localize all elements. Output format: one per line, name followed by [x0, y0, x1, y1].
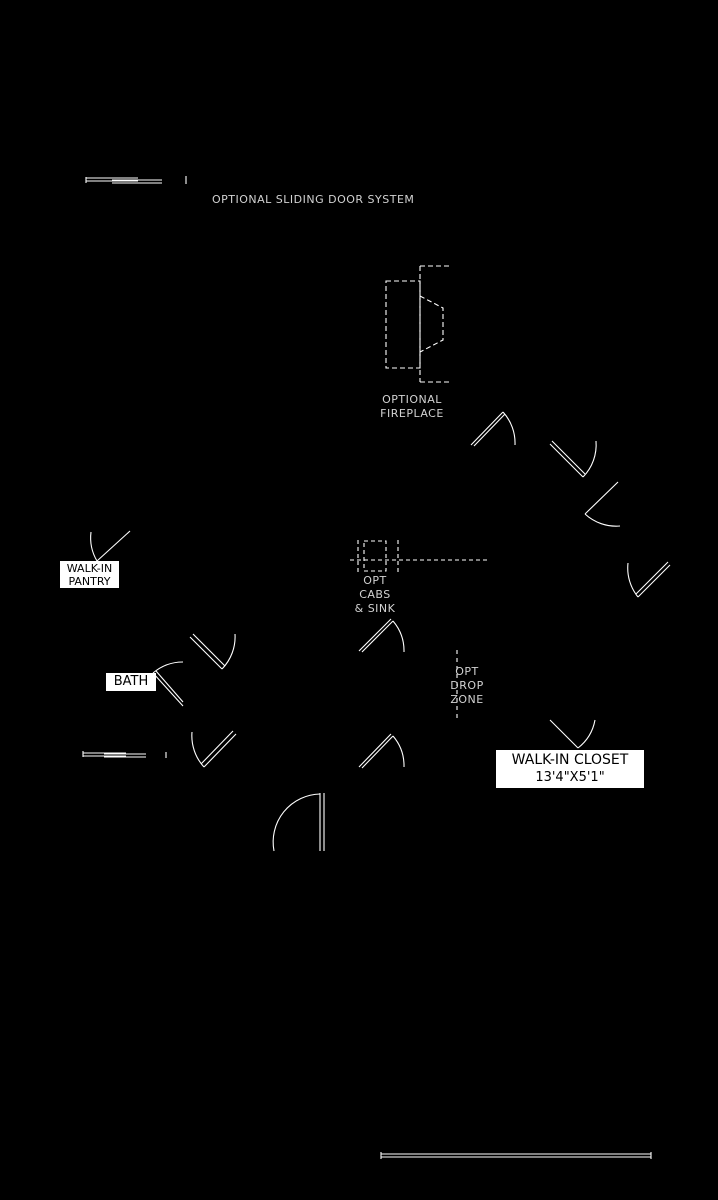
cabs-sink-label: [345, 574, 405, 616]
fireplace-label: [372, 393, 452, 421]
sink-symbol: [350, 540, 490, 572]
drop-zone-label-line2: DROP: [450, 679, 484, 692]
door-swing-bath-upper: [190, 634, 235, 669]
cabs-sink-label-line2: CABS: [359, 588, 391, 601]
drop-zone-label: [437, 665, 497, 707]
door-swing-fireplace-right: [471, 412, 515, 446]
drop-zone-label-line3: ZONE: [450, 693, 484, 706]
drop-zone-label-line1: OPT: [455, 665, 479, 678]
door-swing-cabs: [359, 619, 404, 652]
fireplace-label-line1: OPTIONAL: [382, 393, 442, 406]
cabs-sink-label-line1: OPT: [363, 574, 387, 587]
door-swing-right-1: [550, 441, 596, 477]
sliding-door-label: OPTIONAL SLIDING DOOR SYSTEM: [212, 193, 415, 206]
walk-in-pantry-line1: WALK-IN: [66, 562, 113, 575]
walk-in-closet-label: [496, 750, 644, 788]
walk-in-closet-size: 13'4"X5'1": [535, 770, 605, 785]
door-swing-center-lower: [359, 734, 404, 768]
door-swing-pantry: [91, 531, 130, 561]
fireplace-symbol: [386, 266, 452, 382]
door-swing-right-3: [628, 562, 670, 597]
sliding-door-symbol-lower: [83, 751, 166, 758]
sliding-door-symbol-top: [86, 176, 186, 184]
door-swing-bath-lower: [192, 731, 236, 767]
fireplace-label-line2: FIREPLACE: [380, 407, 444, 420]
door-swing-closet: [550, 720, 595, 748]
bath-label: BATH: [106, 673, 156, 691]
walk-in-pantry-line2: PANTRY: [68, 575, 111, 588]
bottom-wall-line: [381, 1152, 651, 1159]
door-swing-right-2: [585, 482, 620, 526]
cabs-sink-label-line3: & SINK: [354, 602, 396, 615]
entry-door-swing: [273, 793, 324, 851]
door-swing-bath: [153, 662, 183, 706]
walk-in-pantry-label: [60, 561, 119, 588]
walk-in-closet-name: WALK-IN CLOSET: [511, 752, 629, 768]
